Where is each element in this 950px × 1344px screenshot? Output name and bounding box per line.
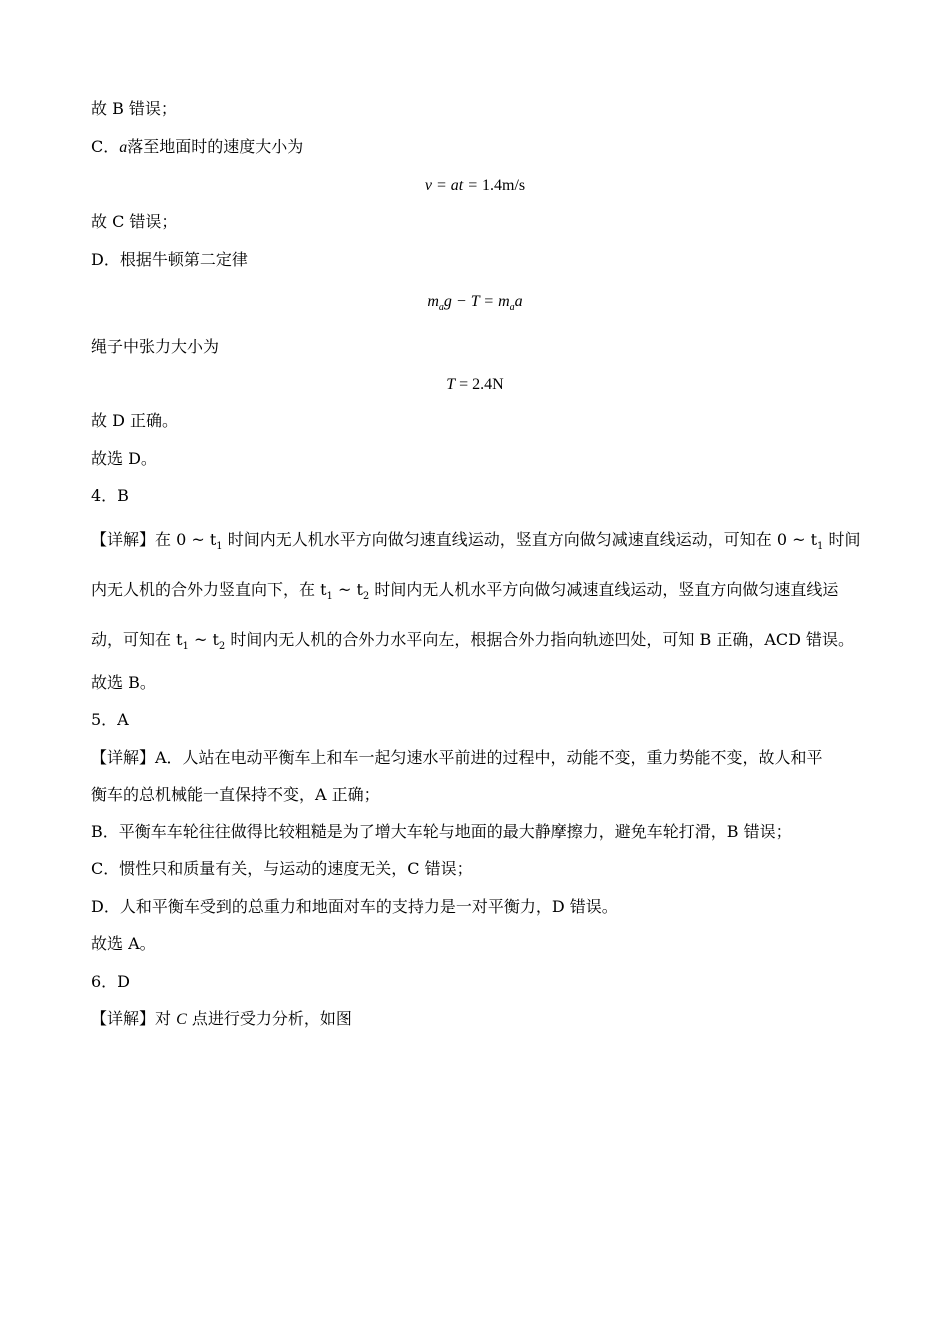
text-line: B．平衡车车轮往往做得比较粗糙是为了增大车轮与地面的最大静摩擦力，避免车轮打滑，B 错误； bbox=[91, 822, 792, 841]
text-line: 绳子中张力大小为 bbox=[91, 337, 220, 356]
text-line: 衡车的总机械能一直保持不变，A 正确； bbox=[91, 785, 380, 804]
text-line: 故选 B。 bbox=[91, 673, 156, 692]
text-line: D．根据牛顿第二定律 bbox=[91, 250, 248, 269]
text-line: 故选 A。 bbox=[91, 934, 156, 953]
question-number: 5．A bbox=[91, 710, 129, 729]
text-line: 【详解】A．人站在电动平衡车上和车一起匀速水平前进的过程中，动能不变，重力势能不变，故人和平 bbox=[91, 748, 823, 767]
text-line: 故 B 错误； bbox=[91, 99, 177, 118]
text-line: 动，可知在 $t_1$ ~ $t_2$ 时间内无人机的合外力水平向左，根据合外力指向轨迹凹处，可知 B 正确，ACD 错误。 bbox=[91, 630, 855, 653]
text-line: 故 D 正确。 bbox=[91, 411, 179, 430]
text-line: 【详解】在 0 ~ $t_1$ 时间内无人机水平方向做匀速直线运动，竖直方向做匀减速直线运动，可知在 0 ~ $t_1$ 时间 bbox=[91, 530, 861, 553]
text-line: 内无人机的合外力竖直向下，在 $t_1$ ~ $t_2$ 时间内无人机水平方向做匀减速直线运动，竖直方向做匀速直线运 bbox=[91, 580, 839, 603]
equation-tension: T = 2.4N bbox=[446, 376, 504, 393]
question-number: 4．B bbox=[91, 486, 129, 505]
equation-newton: $m_ag - T = m_aa$ bbox=[427, 293, 523, 314]
question-number: 6．D bbox=[91, 972, 131, 991]
text-line: 故 C 错误； bbox=[91, 212, 178, 231]
text-line: 【详解】对 C 点进行受力分析，如图 bbox=[91, 1009, 352, 1028]
text-line: C．惯性只和质量有关，与运动的速度无关，C 错误； bbox=[91, 859, 473, 878]
text-line: D．人和平衡车受到的总重力和地面对车的支持力是一对平衡力，D 错误。 bbox=[91, 897, 618, 916]
text-line: C．a落至地面时的速度大小为 bbox=[91, 137, 304, 156]
text-line: 故选 D。 bbox=[91, 449, 157, 468]
equation-velocity: v = at = 1.4m/s bbox=[424, 177, 526, 194]
